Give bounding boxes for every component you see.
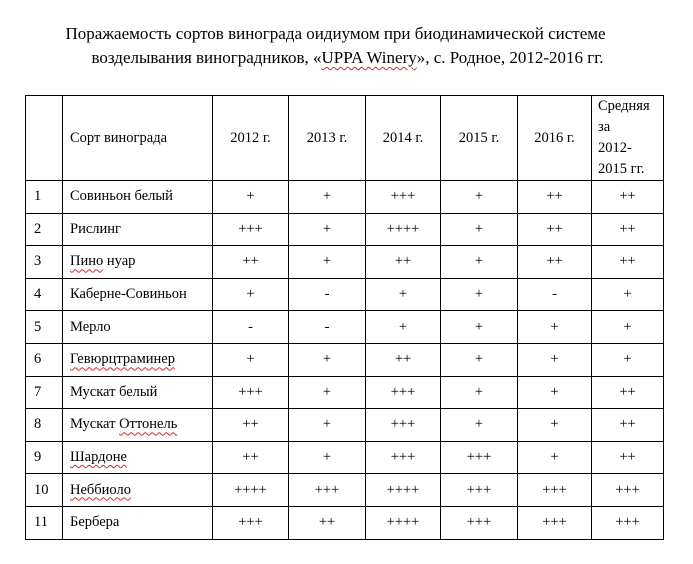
cell-2014: ++	[366, 343, 441, 376]
cell-2014: +	[366, 311, 441, 344]
variety-word: нуар	[106, 253, 136, 270]
cell-2016: ++	[518, 246, 592, 279]
cell-2016: +	[518, 441, 592, 474]
cell-2016: +	[518, 343, 592, 376]
header-average-line-3: 2012-	[598, 140, 632, 156]
table-row	[26, 376, 664, 409]
cell-variety: Совиньон белый	[63, 181, 213, 214]
cell-2012: +	[213, 278, 289, 311]
cell-number: 7	[26, 376, 63, 409]
cell-2014: ++++	[366, 474, 441, 507]
cell-2015: +++	[441, 441, 518, 474]
cell-number: 3	[26, 246, 63, 279]
cell-2013: +	[289, 343, 366, 376]
cell-2014: +++	[366, 409, 441, 442]
cell-2015: +++	[441, 474, 518, 507]
table-header-row	[26, 96, 664, 181]
variety-word: Гевюрцтраминер	[70, 351, 175, 368]
cell-2013: +++	[289, 474, 366, 507]
cell-2015: +	[441, 213, 518, 246]
cell-2014: ++++	[366, 506, 441, 539]
cell-2015: +	[441, 246, 518, 279]
cell-variety: Каберне-Совиньон	[63, 278, 213, 311]
cell-average: ++	[592, 376, 664, 409]
table-row	[26, 441, 664, 474]
cell-number: 5	[26, 311, 63, 344]
title-line-2-start: возделывания виноградников, «	[91, 48, 322, 67]
cell-2013: +	[289, 376, 366, 409]
cell-2015: +	[441, 278, 518, 311]
cell-average: +	[592, 278, 664, 311]
cell-number: 2	[26, 213, 63, 246]
susceptibility-table	[25, 95, 664, 540]
cell-variety	[63, 409, 213, 442]
header-average-line-1: Средняя	[598, 98, 650, 114]
cell-average: +++	[592, 474, 664, 507]
document-title	[0, 22, 693, 70]
cell-2012: ++++	[213, 474, 289, 507]
title-line-2	[0, 46, 693, 70]
cell-2015: +	[441, 181, 518, 214]
cell-variety: Рислинг	[63, 213, 213, 246]
cell-average: +	[592, 343, 664, 376]
header-2016: 2016 г.	[518, 96, 592, 181]
variety-word: Оттонель	[119, 416, 178, 433]
cell-2014: +++	[366, 181, 441, 214]
table-row	[26, 474, 664, 507]
cell-2014: +++	[366, 376, 441, 409]
cell-number: 1	[26, 181, 63, 214]
variety-word: Шардоне	[70, 449, 127, 466]
cell-2013: +	[289, 409, 366, 442]
table-body	[26, 181, 664, 540]
cell-number: 10	[26, 474, 63, 507]
cell-variety	[63, 441, 213, 474]
cell-2012: ++	[213, 441, 289, 474]
cell-average: +++	[592, 506, 664, 539]
cell-average: ++	[592, 246, 664, 279]
variety-word: Неббиоло	[70, 481, 131, 498]
header-average-line-2: за	[598, 119, 611, 135]
cell-2016: -	[518, 278, 592, 311]
cell-average: ++	[592, 409, 664, 442]
cell-2016: ++	[518, 213, 592, 246]
table-row	[26, 213, 664, 246]
table-row	[26, 181, 664, 214]
cell-2015: +	[441, 343, 518, 376]
cell-2013: +	[289, 181, 366, 214]
cell-variety: Мерло	[63, 311, 213, 344]
cell-2012: +	[213, 343, 289, 376]
cell-2012: ++	[213, 246, 289, 279]
cell-average: +	[592, 311, 664, 344]
table-row	[26, 246, 664, 279]
title-line-2-end: », с. Родное, 2012-2016 гг.	[416, 48, 604, 67]
cell-average: ++	[592, 181, 664, 214]
cell-2016: +	[518, 376, 592, 409]
cell-2016: ++	[518, 181, 592, 214]
cell-2016: +	[518, 311, 592, 344]
header-2013: 2013 г.	[289, 96, 366, 181]
cell-2015: +	[441, 376, 518, 409]
table-row	[26, 278, 664, 311]
cell-2015: +	[441, 409, 518, 442]
variety-word: Мускат	[70, 416, 116, 433]
cell-2014: +	[366, 278, 441, 311]
cell-2012: +++	[213, 376, 289, 409]
cell-2013: -	[289, 311, 366, 344]
title-line-1: Поражаемость сортов винограда оидиумом при биодинамической системе	[65, 24, 606, 43]
header-average-line-4: 2015 гг.	[598, 161, 645, 177]
cell-2013: +	[289, 441, 366, 474]
table-row	[26, 409, 664, 442]
cell-2013: -	[289, 278, 366, 311]
cell-variety	[63, 474, 213, 507]
cell-2012: -	[213, 311, 289, 344]
cell-2014: ++	[366, 246, 441, 279]
cell-number: 11	[26, 506, 63, 539]
cell-2015: +++	[441, 506, 518, 539]
cell-2013: +	[289, 213, 366, 246]
cell-variety	[63, 246, 213, 279]
brand-name: UPPA Winery	[321, 48, 417, 67]
cell-2013: +	[289, 246, 366, 279]
header-number	[26, 96, 63, 181]
cell-2012: +++	[213, 213, 289, 246]
header-2012: 2012 г.	[213, 96, 289, 181]
cell-variety: Мускат белый	[63, 376, 213, 409]
header-variety: Сорт винограда	[63, 96, 213, 181]
cell-average: ++	[592, 213, 664, 246]
cell-number: 6	[26, 343, 63, 376]
cell-number: 9	[26, 441, 63, 474]
cell-2012: +	[213, 181, 289, 214]
cell-2014: +++	[366, 441, 441, 474]
cell-2012: +++	[213, 506, 289, 539]
table-row	[26, 343, 664, 376]
cell-2015: +	[441, 311, 518, 344]
cell-2014: ++++	[366, 213, 441, 246]
variety-word: Пино	[70, 253, 104, 270]
cell-2016: +++	[518, 506, 592, 539]
header-average	[592, 96, 664, 181]
cell-average: ++	[592, 441, 664, 474]
cell-2012: ++	[213, 409, 289, 442]
cell-2013: ++	[289, 506, 366, 539]
cell-2016: +	[518, 409, 592, 442]
cell-number: 8	[26, 409, 63, 442]
cell-number: 4	[26, 278, 63, 311]
cell-variety	[63, 343, 213, 376]
cell-2016: +++	[518, 474, 592, 507]
header-2015: 2015 г.	[441, 96, 518, 181]
table-row	[26, 311, 664, 344]
cell-variety: Бербера	[63, 506, 213, 539]
header-2014: 2014 г.	[366, 96, 441, 181]
table-row	[26, 506, 664, 539]
